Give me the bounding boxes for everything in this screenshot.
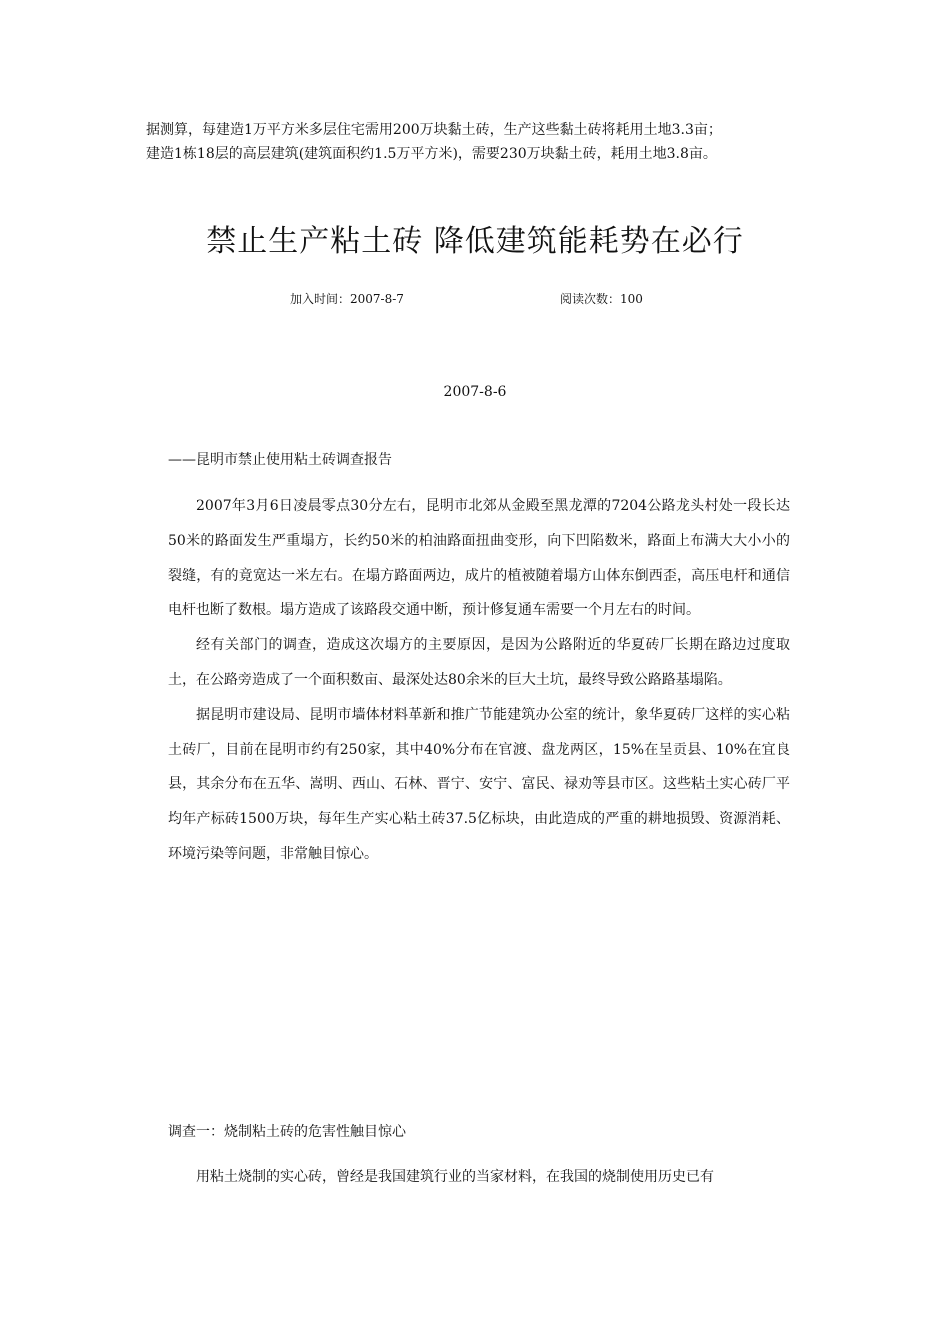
section-heading: 调查一：烧制粘土砖的危害性触目惊心 xyxy=(168,1124,406,1140)
read-count: 阅读次数：100 xyxy=(560,292,643,306)
article-title: 禁止生产粘土砖 降低建筑能耗势在必行 xyxy=(206,224,744,259)
article-date: 2007-8-6 xyxy=(443,384,507,400)
body-paragraph: 2007年3月6日凌晨零点30分左右，昆明市北郊从金殿至黑龙潭的7204公路龙头村处一段长达50米的路面发生严重塌方，长约50米的柏油路面扭曲变形，向下凹陷数米，路面上布满大大小小的裂缝，有的竟宽达一米左右。在塌方路面两边，成片的植被随着塌方山体东倒西歪，高压电杆和通信电杆也断了数根。塌方造成了该路段交通中断，预计修复通车需要一个月左右的时间。 xyxy=(168,498,790,619)
intro-line-1: 据测算，每建造1万平方米多层住宅需用200万块黏土砖，生产这些黏土砖将耗用土地3.3亩； xyxy=(146,122,722,138)
body-paragraph: 据昆明市建设局、昆明市墙体材料革新和推广节能建筑办公室的统计，象华夏砖厂这样的实心粘土砖厂，目前在昆明市约有250家，其中40%分布在官渡、盘龙两区，15%在呈贡县、10%在宜良县，其余分布在五华、嵩明、西山、石林、晋宁、安宁、富民、禄劝等县市区。这些粘土实心砖厂平均年产标砖1500万块，每年生产实心粘土砖37.5亿标块，由此造成的严重的耕地损毁、资源消耗、环境污染等问题，非常触目惊心。 xyxy=(168,706,790,862)
article-body xyxy=(168,489,790,872)
intro-paragraph xyxy=(146,118,826,166)
body-paragraph: 经有关部门的调查，造成这次塌方的主要原因，是因为公路附近的华夏砖厂长期在路边过度取土，在公路旁造成了一个面积数亩、最深处达80余米的巨大土坑，最终导致公路路基塌陷。 xyxy=(168,637,790,688)
section-paragraph: 用粘土烧制的实心砖，曾经是我国建筑行业的当家材料，在我国的烧制使用历史已有 xyxy=(196,1169,714,1185)
added-time: 加入时间：2007-8-7 xyxy=(290,292,404,306)
article-subtitle: ——昆明市禁止使用粘土砖调查报告 xyxy=(168,452,392,468)
intro-line-2: 建造1栋18层的高层建筑(建筑面积约1.5万平方米)，需要230万块黏土砖，耗用土地3.8亩。 xyxy=(146,146,717,162)
